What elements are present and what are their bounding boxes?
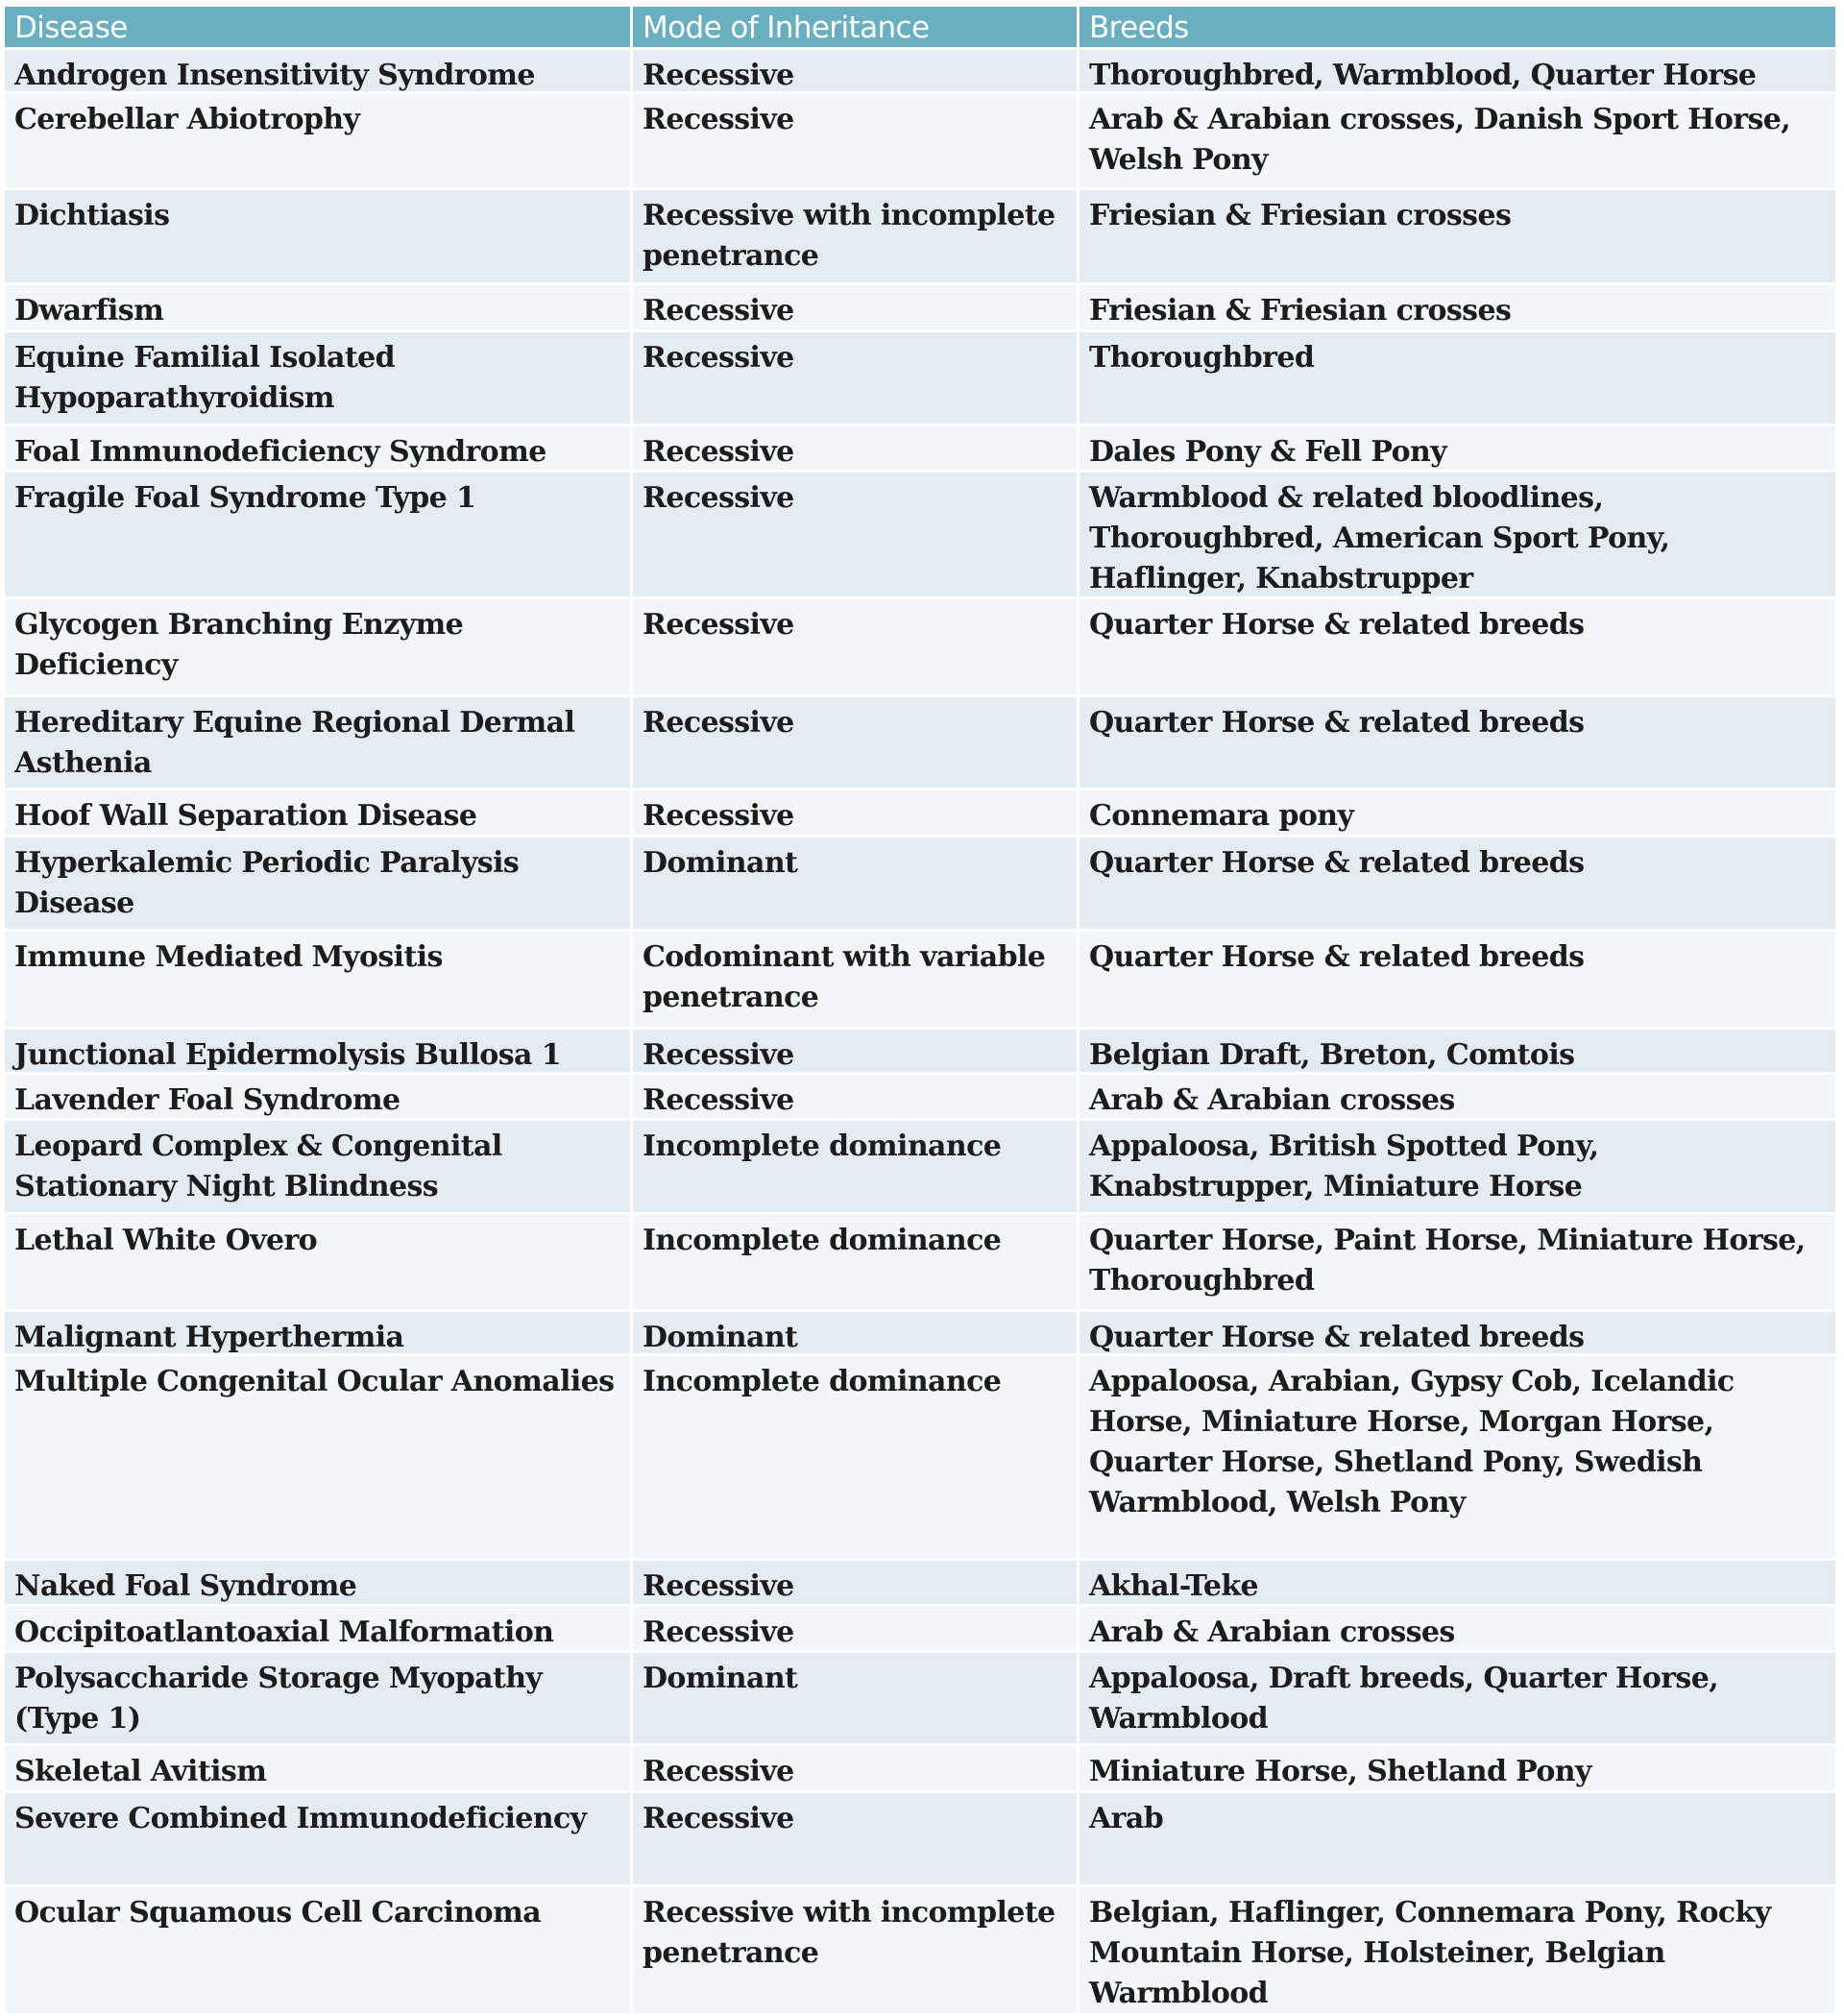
cell-disease: Dwarfism — [5, 285, 630, 329]
cell-mode-of-inheritance: Incomplete dominance — [633, 1215, 1077, 1309]
cell-mode-of-inheritance: Recessive — [633, 473, 1077, 596]
table-row — [5, 1030, 1835, 1072]
table-row — [5, 1887, 1835, 2013]
table-row — [5, 190, 1835, 282]
table-row — [5, 473, 1835, 596]
cell-breeds: Belgian Draft, Breton, Comtois — [1080, 1030, 1835, 1072]
cell-mode-of-inheritance: Recessive — [633, 94, 1077, 187]
cell-disease: Cerebellar Abiotrophy — [5, 94, 630, 187]
cell-disease: Severe Combined Immunodeficiency — [5, 1793, 630, 1884]
cell-breeds: Arab & Arabian crosses — [1080, 1075, 1835, 1118]
cell-disease: Foal Immunodeficiency Syndrome — [5, 426, 630, 470]
table-row — [5, 1356, 1835, 1558]
cell-breeds: Thoroughbred, Warmblood, Quarter Horse — [1080, 50, 1835, 91]
cell-breeds: Quarter Horse & related breeds — [1080, 838, 1835, 929]
cell-mode-of-inheritance: Dominant — [633, 1653, 1077, 1743]
table-row — [5, 1075, 1835, 1118]
cell-disease: Occipitoatlantoaxial Malformation — [5, 1607, 630, 1650]
table-row — [5, 1607, 1835, 1650]
table-body — [5, 50, 1835, 2013]
table-row — [5, 285, 1835, 329]
table-row — [5, 790, 1835, 835]
cell-breeds: Quarter Horse & related breeds — [1080, 697, 1835, 788]
cell-breeds: Akhal-Teke — [1080, 1561, 1835, 1604]
cell-breeds: Arab & Arabian crosses, Danish Sport Horse, Welsh Pony — [1080, 94, 1835, 187]
cell-disease: Equine Familial Isolated Hypoparathyroidism — [5, 332, 630, 424]
cell-disease: Polysaccharide Storage Myopathy (Type 1) — [5, 1653, 630, 1743]
cell-mode-of-inheritance: Recessive — [633, 1075, 1077, 1118]
cell-disease: Dichtiasis — [5, 190, 630, 282]
cell-disease: Multiple Congenital Ocular Anomalies — [5, 1356, 630, 1558]
cell-breeds: Friesian & Friesian crosses — [1080, 190, 1835, 282]
table-row — [5, 1561, 1835, 1604]
inheritance-table — [5, 7, 1835, 2013]
table-row — [5, 1793, 1835, 1884]
table-row — [5, 1121, 1835, 1212]
table-row — [5, 1215, 1835, 1309]
cell-mode-of-inheritance: Recessive — [633, 599, 1077, 694]
table-row — [5, 50, 1835, 91]
table-row — [5, 426, 1835, 470]
cell-breeds: Quarter Horse & related breeds — [1080, 932, 1835, 1027]
table-row — [5, 838, 1835, 929]
table-row — [5, 332, 1835, 424]
cell-mode-of-inheritance: Recessive — [633, 1607, 1077, 1650]
cell-disease: Naked Foal Syndrome — [5, 1561, 630, 1604]
header-mode-of-inheritance: Mode of Inheritance — [633, 7, 1077, 47]
cell-mode-of-inheritance: Dominant — [633, 1312, 1077, 1353]
cell-mode-of-inheritance: Recessive — [633, 426, 1077, 470]
cell-breeds: Thoroughbred — [1080, 332, 1835, 424]
cell-disease: Glycogen Branching Enzyme Deficiency — [5, 599, 630, 694]
cell-breeds: Dales Pony & Fell Pony — [1080, 426, 1835, 470]
cell-breeds: Appaloosa, British Spotted Pony, Knabstrupper, Miniature Horse — [1080, 1121, 1835, 1212]
cell-mode-of-inheritance: Recessive — [633, 1561, 1077, 1604]
table-row — [5, 94, 1835, 187]
cell-disease: Hereditary Equine Regional Dermal Asthenia — [5, 697, 630, 788]
cell-disease: Lethal White Overo — [5, 1215, 630, 1309]
cell-breeds: Belgian, Haflinger, Connemara Pony, Rocky Mountain Horse, Holsteiner, Belgian Warmblood — [1080, 1887, 1835, 2013]
table-row — [5, 1746, 1835, 1790]
cell-breeds: Quarter Horse, Paint Horse, Miniature Horse, Thoroughbred — [1080, 1215, 1835, 1309]
cell-mode-of-inheritance: Recessive — [633, 790, 1077, 835]
table-row — [5, 697, 1835, 788]
cell-disease: Lavender Foal Syndrome — [5, 1075, 630, 1118]
cell-mode-of-inheritance: Recessive — [633, 285, 1077, 329]
cell-breeds: Miniature Horse, Shetland Pony — [1080, 1746, 1835, 1790]
cell-mode-of-inheritance: Recessive — [633, 1793, 1077, 1884]
cell-breeds: Appaloosa, Arabian, Gypsy Cob, Icelandic Horse, Miniature Horse, Morgan Horse, Quarter Horse, Shetland Pony, Swedish Warmblood, Welsh Pony — [1080, 1356, 1835, 1558]
cell-disease: Malignant Hyperthermia — [5, 1312, 630, 1353]
cell-mode-of-inheritance: Incomplete dominance — [633, 1356, 1077, 1558]
cell-disease: Hoof Wall Separation Disease — [5, 790, 630, 835]
cell-mode-of-inheritance: Dominant — [633, 838, 1077, 929]
cell-disease: Fragile Foal Syndrome Type 1 — [5, 473, 630, 596]
cell-mode-of-inheritance: Recessive with incomplete penetrance — [633, 1887, 1077, 2013]
cell-breeds: Friesian & Friesian crosses — [1080, 285, 1835, 329]
cell-mode-of-inheritance: Incomplete dominance — [633, 1121, 1077, 1212]
cell-disease: Leopard Complex & Congenital Stationary Night Blindness — [5, 1121, 630, 1212]
cell-breeds: Appaloosa, Draft breeds, Quarter Horse, Warmblood — [1080, 1653, 1835, 1743]
table-header-row — [5, 7, 1835, 47]
header-breeds: Breeds — [1080, 7, 1835, 47]
cell-mode-of-inheritance: Recessive — [633, 50, 1077, 91]
table-row — [5, 1653, 1835, 1743]
cell-breeds: Quarter Horse & related breeds — [1080, 599, 1835, 694]
cell-mode-of-inheritance: Recessive — [633, 1746, 1077, 1790]
table-row — [5, 1312, 1835, 1353]
table-row — [5, 599, 1835, 694]
cell-breeds: Warmblood & related bloodlines, Thoroughbred, American Sport Pony, Haflinger, Knabstrupper — [1080, 473, 1835, 596]
cell-breeds: Quarter Horse & related breeds — [1080, 1312, 1835, 1353]
header-disease: Disease — [5, 7, 630, 47]
cell-disease: Androgen Insensitivity Syndrome — [5, 50, 630, 91]
cell-disease: Junctional Epidermolysis Bullosa 1 — [5, 1030, 630, 1072]
cell-mode-of-inheritance: Recessive — [633, 697, 1077, 788]
cell-disease: Hyperkalemic Periodic Paralysis Disease — [5, 838, 630, 929]
cell-disease: Skeletal Avitism — [5, 1746, 630, 1790]
cell-mode-of-inheritance: Recessive — [633, 1030, 1077, 1072]
cell-breeds: Arab & Arabian crosses — [1080, 1607, 1835, 1650]
cell-disease: Ocular Squamous Cell Carcinoma — [5, 1887, 630, 2013]
cell-mode-of-inheritance: Recessive — [633, 332, 1077, 424]
cell-breeds: Connemara pony — [1080, 790, 1835, 835]
cell-mode-of-inheritance: Codominant with variable penetrance — [633, 932, 1077, 1027]
cell-breeds: Arab — [1080, 1793, 1835, 1884]
cell-mode-of-inheritance: Recessive with incomplete penetrance — [633, 190, 1077, 282]
cell-disease: Immune Mediated Myositis — [5, 932, 630, 1027]
table-row — [5, 932, 1835, 1027]
